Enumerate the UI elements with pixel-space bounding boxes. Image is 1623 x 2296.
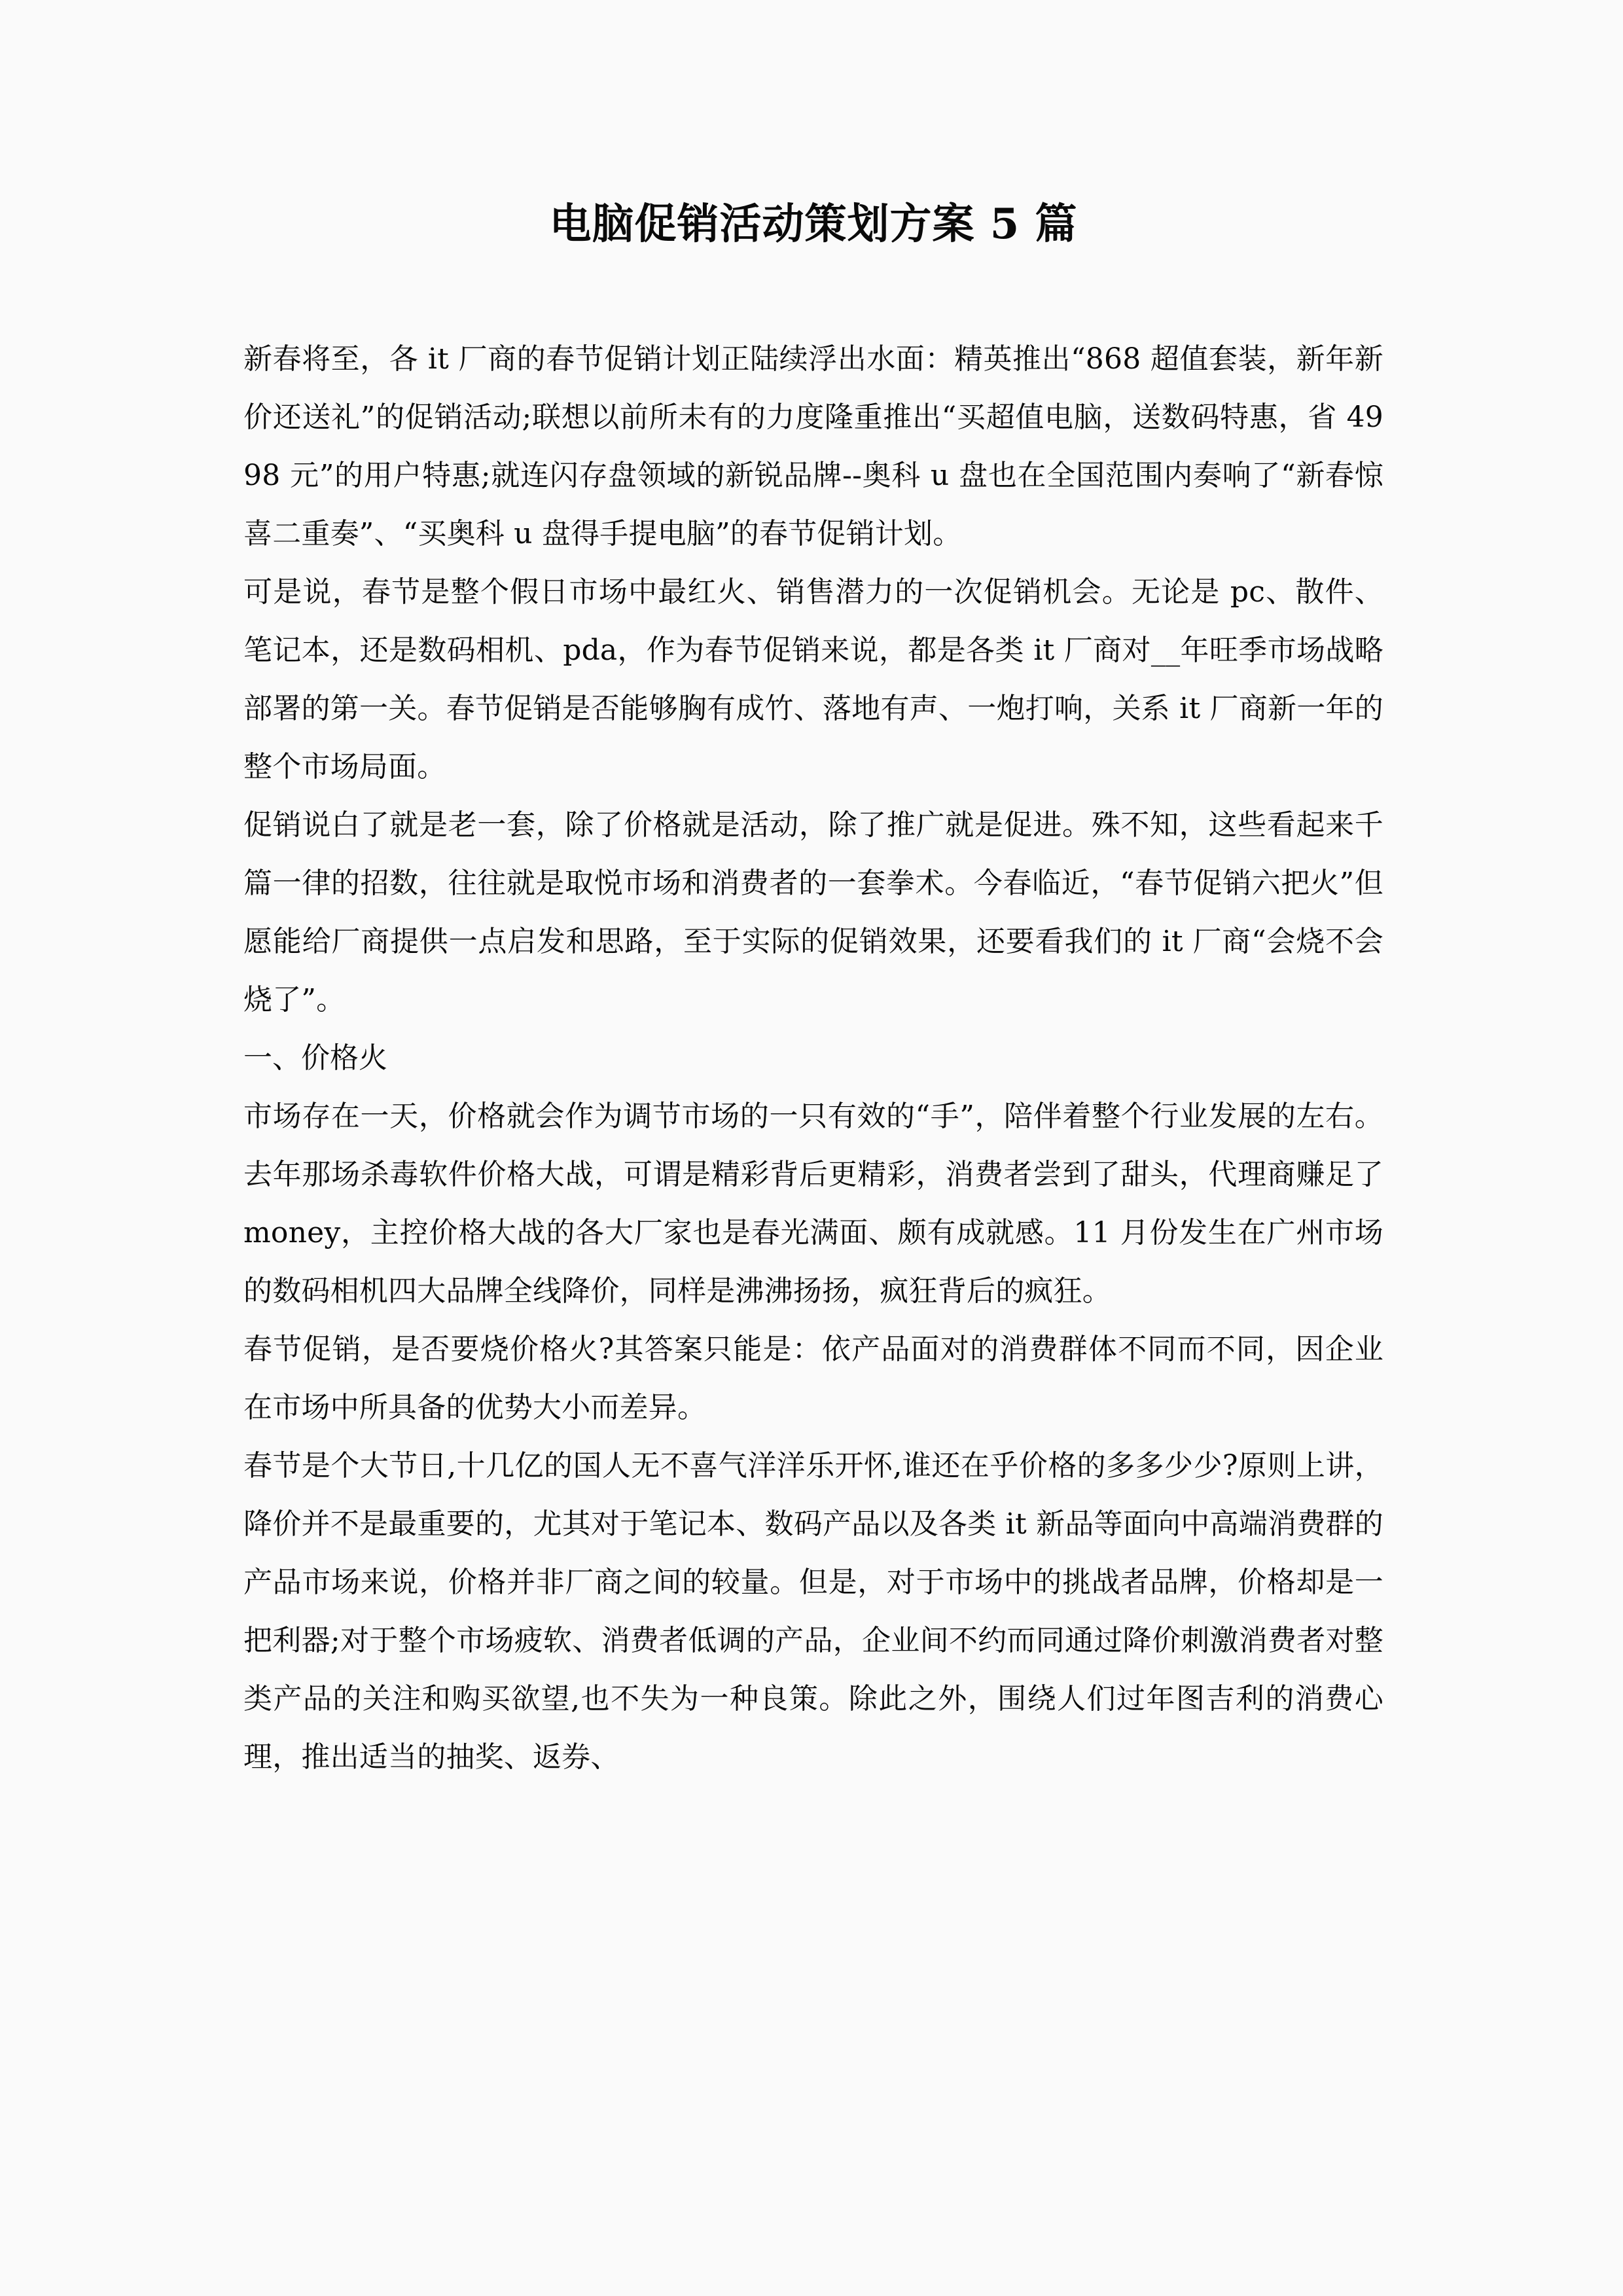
document-body xyxy=(243,330,1383,1786)
paragraph-3: 促销说白了就是老一套，除了价格就是活动，除了推广就是促进。殊不知，这些看起来千篇一律的招数，往往就是取悦市场和消费者的一套拳术。今春临近，“春节促销六把火”但愿能给厂商提供一点启发和思路，至于实际的促销效果，还要看我们的 it 厂商“会烧不会烧了”。 xyxy=(243,808,1383,1017)
page-title: 电脑促销活动策划方案 5 篇 xyxy=(549,200,1078,249)
document-content xyxy=(243,0,1383,1786)
paragraph-2: 可是说，春节是整个假日市场中最红火、销售潜力的一次促销机会。无论是 pc、散件、笔记本，还是数码相机、pda，作为春节促销来说，都是各类 it 厂商对__年旺季市场战略部署的第一关。春节促销是否能够胸有成竹、落地有声、一炮打响，关系 it 厂商新一年的整个市场局面。 xyxy=(243,575,1383,784)
paragraph-5: 春节促销，是否要烧价格火?其答案只能是：依产品面对的消费群体不同而不同，因企业在市场中所具备的优势大小而差异。 xyxy=(243,1333,1383,1425)
section-heading-price-fire: 一、价格火 xyxy=(243,1041,387,1075)
paragraph-1: 新春将至，各 it 厂商的春节促销计划正陆续浮出水面：精英推出“868 超值套装，新年新价还送礼”的促销活动;联想以前所未有的力度隆重推出“买超值电脑，送数码特惠，省 4998 元”的用户特惠;就连闪存盘领域的新锐品牌--奥科 u 盘也在全国范围内奏响了“新春惊喜二重奏”、“买奥科 u 盘得手提电脑”的春节促销计划。 xyxy=(243,342,1383,551)
paragraph-6: 春节是个大节日,十几亿的国人无不喜气洋洋乐开怀,谁还在乎价格的多多少少?原则上讲，降价并不是最重要的，尤其对于笔记本、数码产品以及各类 it 新品等面向中高端消费群的产品市场来说，价格并非厂商之间的较量。但是，对于市场中的挑战者品牌，价格却是一把利器;对于整个市场疲软、消费者低调的产品，企业间不约而同通过降价刺激消费者对整类产品的关注和购买欲望,也不失为一种良策。除此之外，围绕人们过年图吉利的消费心理，推出适当的抽奖、返券、 xyxy=(243,1449,1383,1774)
paragraph-4: 市场存在一天，价格就会作为调节市场的一只有效的“手”，陪伴着整个行业发展的左右。去年那场杀毒软件价格大战，可谓是精彩背后更精彩，消费者尝到了甜头，代理商赚足了 money，主控价格大战的各大厂家也是春光满面、颇有成就感。11 月份发生在广州市场的数码相机四大品牌全线降价，同样是沸沸扬扬，疯狂背后的疯狂。 xyxy=(243,1100,1383,1308)
